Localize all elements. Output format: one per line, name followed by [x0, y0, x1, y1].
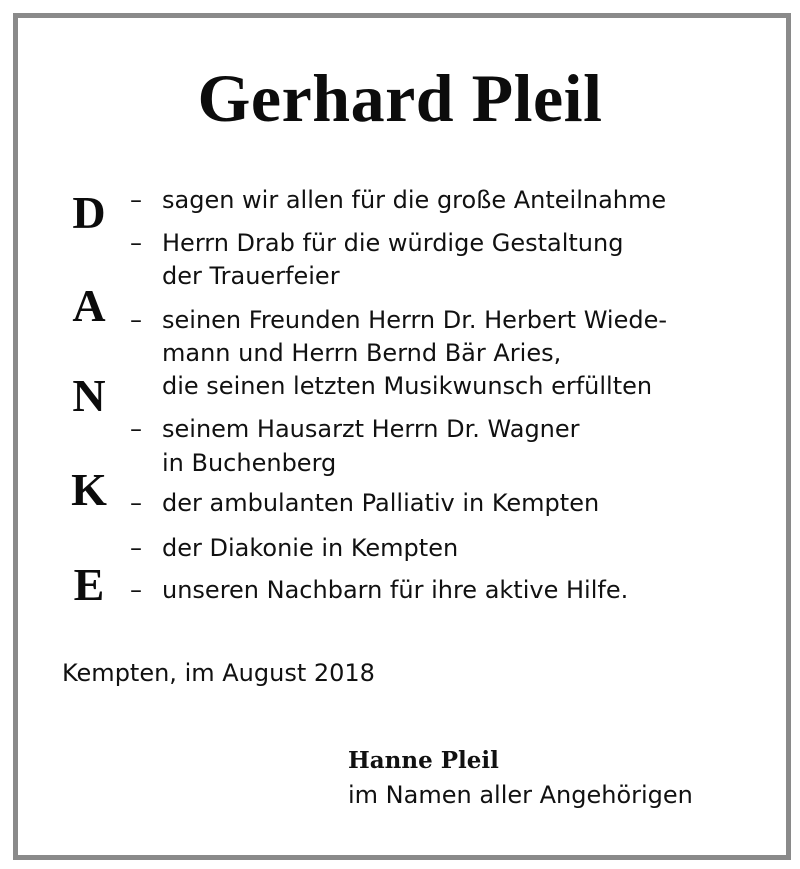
thanks-item-line: der ambulanten Palliativ in Kempten [162, 489, 600, 517]
danke-letter-n: N [72, 370, 106, 421]
item-dash: – [130, 489, 142, 517]
item-dash: – [130, 534, 142, 562]
thanks-item-line: sagen wir allen für die große Anteilnahme [162, 186, 667, 214]
thanks-item-line: mann und Herrn Bernd Bär Aries, [162, 339, 562, 367]
deceased-name-heading: Gerhard Pleil [197, 60, 603, 136]
danke-letter-a: A [72, 280, 106, 331]
thanks-item-line: der Trauerfeier [162, 262, 340, 290]
item-dash: – [130, 229, 142, 257]
thanks-item-line: seinem Hausarzt Herrn Dr. Wagner [162, 415, 580, 443]
thanks-item-line: der Diakonie in Kempten [162, 534, 459, 562]
danke-letter-d: D [72, 187, 106, 238]
signer-subtitle: im Namen aller Angehörigen [348, 781, 693, 809]
item-dash: – [130, 576, 142, 604]
danke-letter-e: E [73, 559, 105, 610]
danke-letter-k: K [71, 464, 107, 515]
thanks-item-line: die seinen letzten Musikwunsch erfüllten [162, 372, 653, 400]
thanks-item-line: Herrn Drab für die würdige Gestaltung [162, 229, 624, 257]
item-dash: – [130, 306, 142, 334]
signer-name: Hanne Pleil [348, 747, 499, 774]
thanks-item-line: in Buchenberg [162, 449, 337, 477]
item-dash: – [130, 186, 142, 214]
item-dash: – [130, 415, 142, 443]
thanks-item-line: seinen Freunden Herrn Dr. Herbert Wiede- [162, 306, 668, 334]
thanks-item-line: unseren Nachbarn für ihre aktive Hilfe. [162, 576, 629, 604]
place-and-date: Kempten, im August 2018 [62, 659, 375, 687]
